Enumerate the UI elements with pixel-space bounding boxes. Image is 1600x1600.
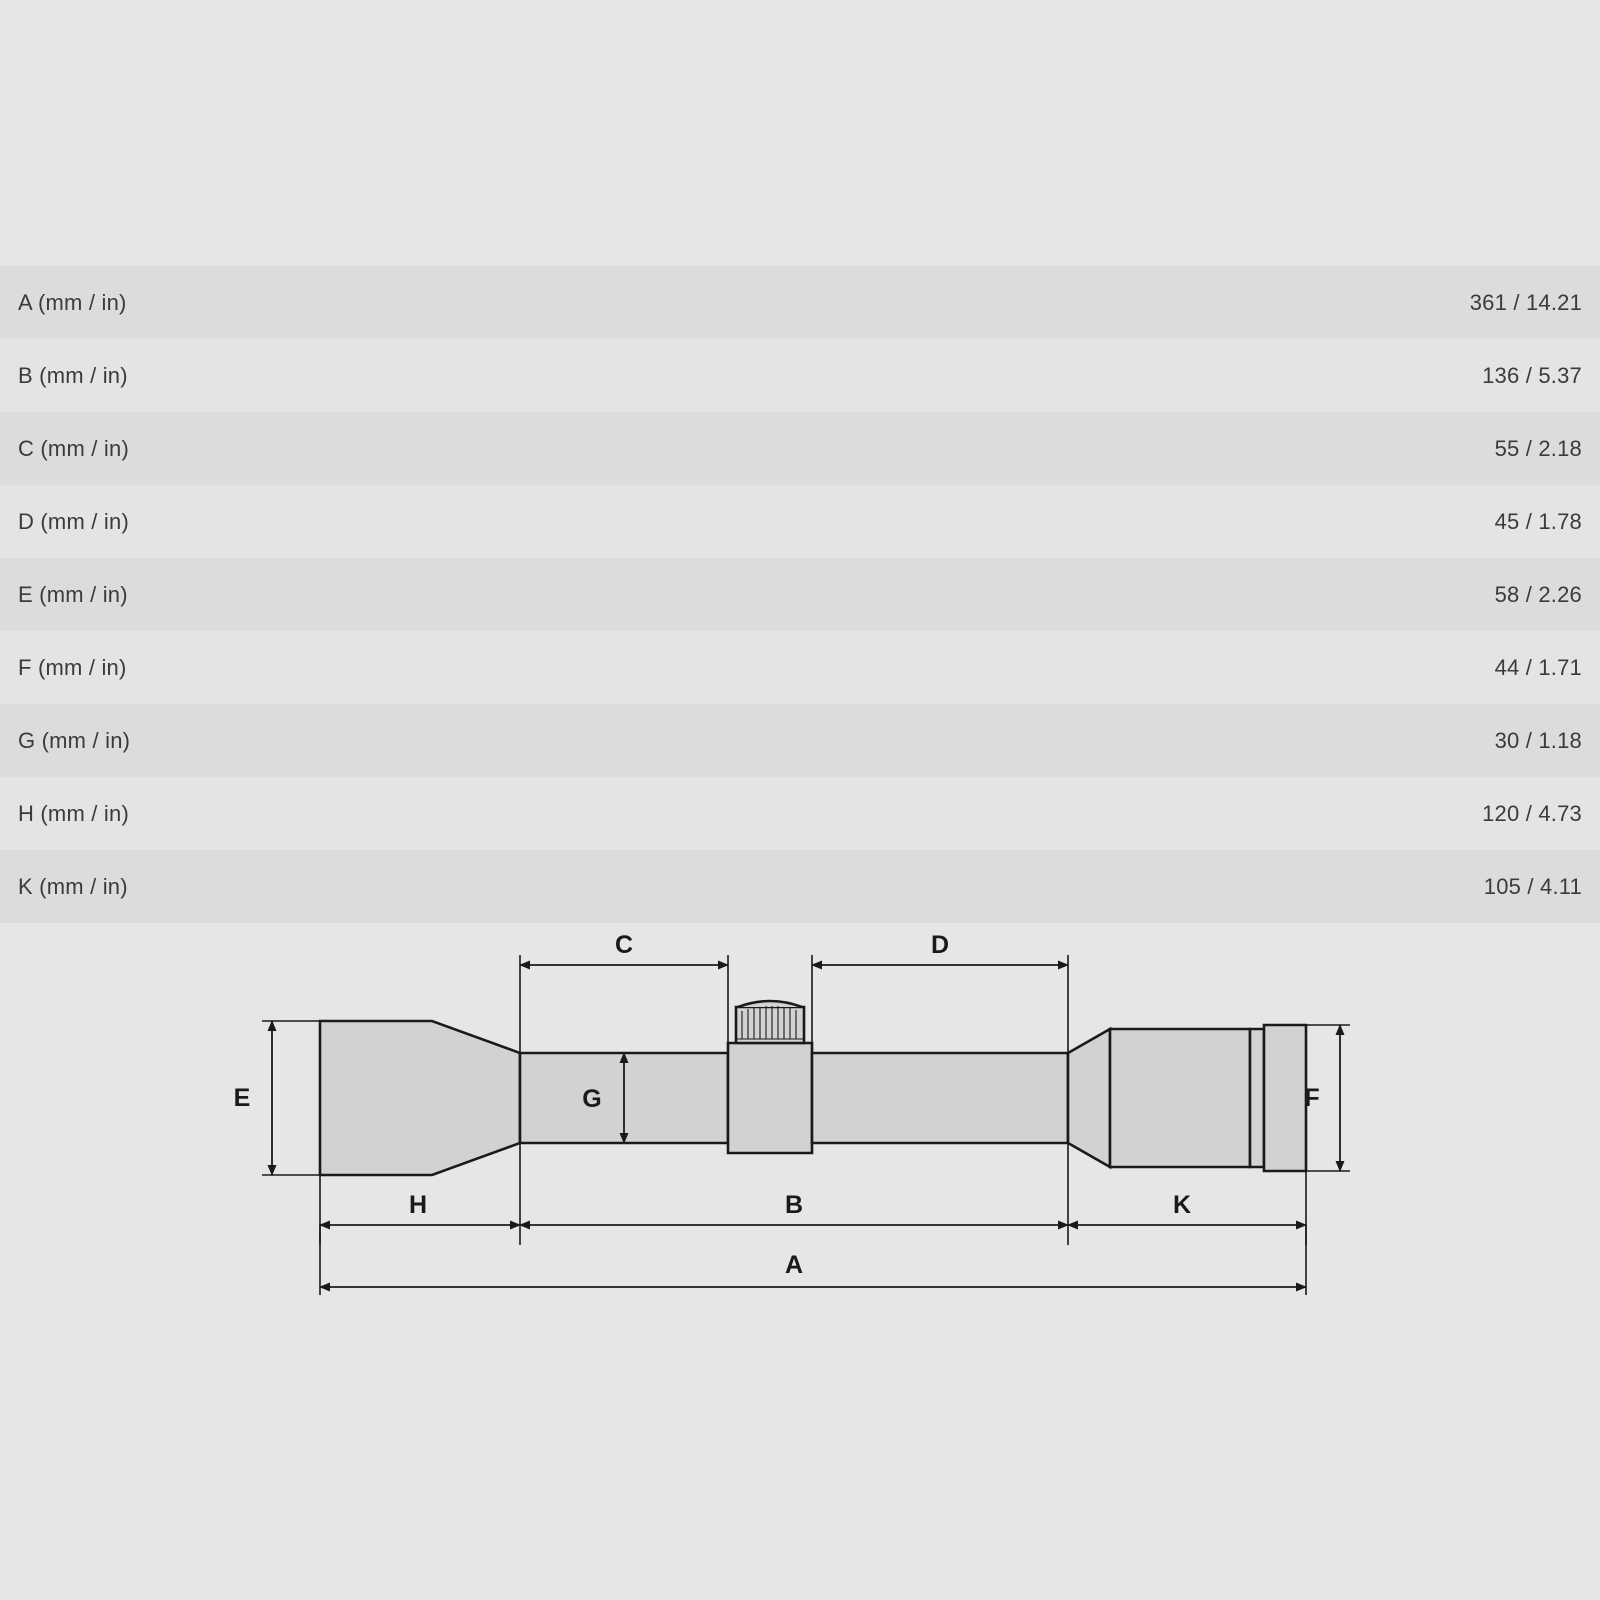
spec-value: 105 / 4.11 [1483, 873, 1582, 899]
spec-value: 45 / 1.78 [1494, 508, 1582, 534]
dim-label-a: A [784, 1251, 804, 1279]
spec-label: D (mm / in) [18, 508, 129, 534]
spec-label: C (mm / in) [18, 435, 129, 461]
table-row [0, 412, 1600, 485]
table-row [0, 266, 1600, 339]
spec-label: F (mm / in) [18, 654, 127, 680]
spec-label: K (mm / in) [18, 873, 128, 899]
table-row [0, 339, 1600, 412]
dim-label-d: D [930, 931, 950, 959]
dim-label-g: G [582, 1085, 602, 1113]
table-row [0, 850, 1600, 923]
dim-label-f: F [1304, 1084, 1320, 1112]
spec-label: E (mm / in) [18, 581, 128, 607]
dim-label-h: H [408, 1191, 428, 1219]
table-row [0, 631, 1600, 704]
table-row [0, 485, 1600, 558]
dim-label-b: B [784, 1191, 804, 1219]
spec-value: 120 / 4.73 [1482, 800, 1582, 826]
dim-label-k: K [1172, 1191, 1192, 1219]
table-row [0, 704, 1600, 777]
spec-value: 136 / 5.37 [1482, 362, 1582, 388]
spec-table [0, 266, 1600, 923]
dim-label-e: E [233, 1084, 251, 1112]
table-row [0, 558, 1600, 631]
table-row [0, 777, 1600, 850]
spec-value: 55 / 2.18 [1494, 435, 1582, 461]
spec-value: 30 / 1.18 [1494, 727, 1582, 753]
dim-label-c: C [614, 931, 634, 959]
spec-value: 44 / 1.71 [1494, 654, 1582, 680]
spec-label: H (mm / in) [18, 800, 129, 826]
spec-label: G (mm / in) [18, 727, 131, 753]
spec-value: 361 / 14.21 [1469, 289, 1582, 315]
riflescope-drawing [0, 925, 1600, 1345]
spec-label: B (mm / in) [18, 362, 128, 388]
spec-label: A (mm / in) [18, 289, 127, 315]
spec-value: 58 / 2.26 [1494, 581, 1582, 607]
